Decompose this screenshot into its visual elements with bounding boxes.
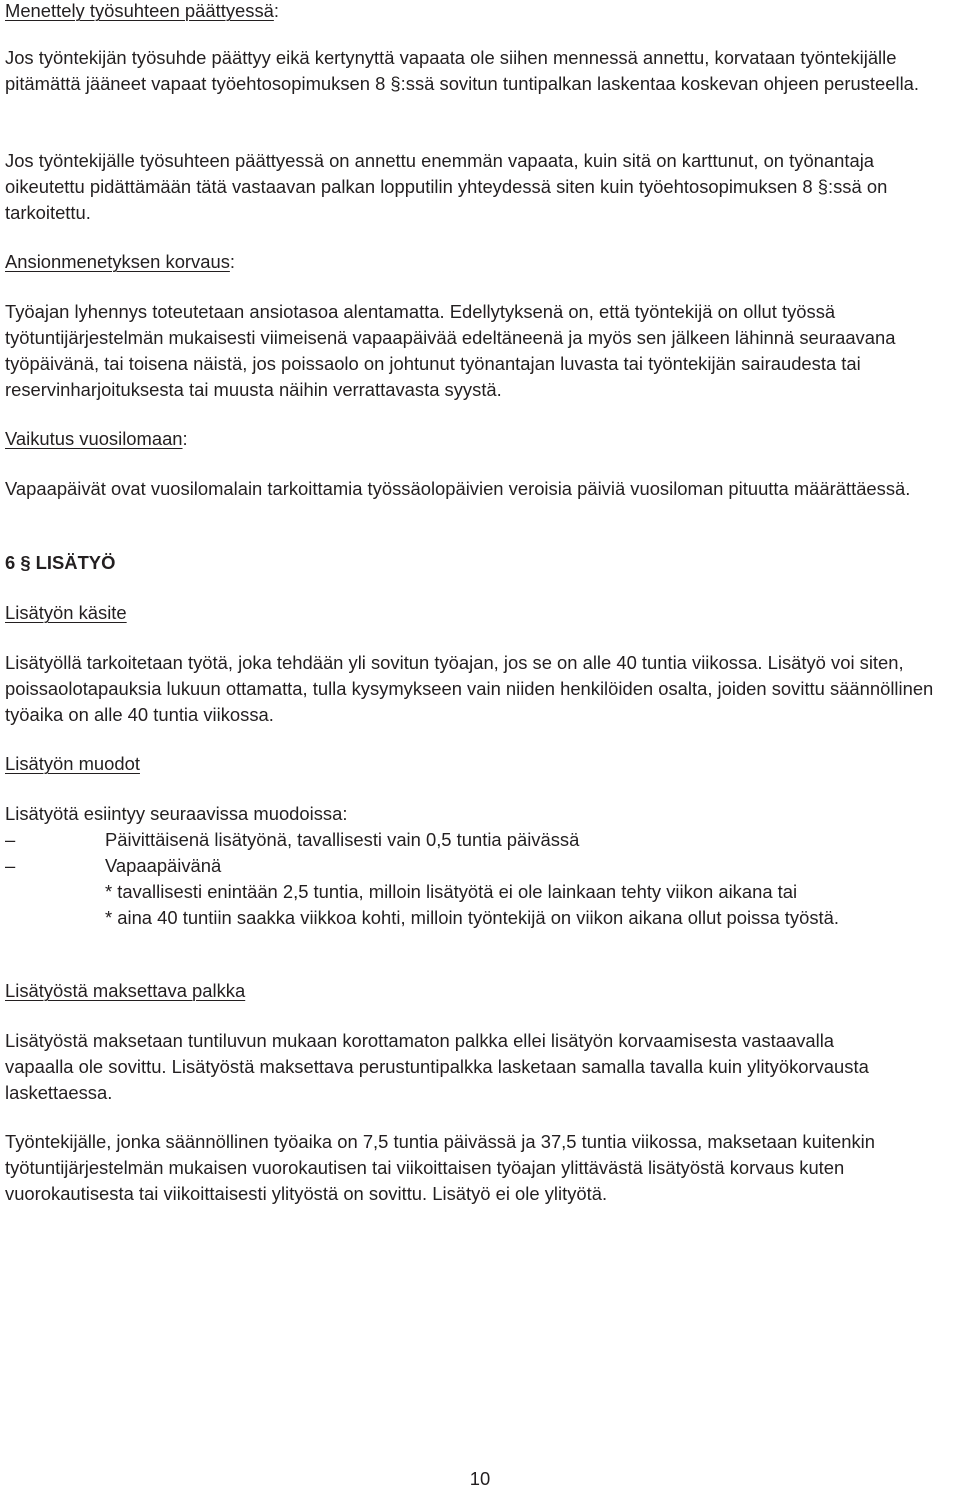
heading-text: Ansionmenetyksen korvaus (5, 251, 230, 272)
paragraph-ansionmenetys-1: Työajan lyhennys toteutetaan ansiotasoa alentamatta. Edellytyksenä on, että työntekijä on ollut työssä työtuntijärjestelmän mukaisesti viimeisenä vapaapäivää edeltäneenä ja myös sen jälkeen lähinnä seuraavana työpäivänä, tai toisena näistä, jos poissaolo on johtunut työnantajan luvasta tai työntekijän sairaudesta tai reservinharjoituksesta tai muusta näihin verrattavasta syystä. (5, 301, 896, 400)
section-heading-kasite: Lisätyön käsite (5, 602, 127, 623)
section-heading-menettely: Menettely työsuhteen päättyessä: (5, 0, 279, 21)
dash-bullet: – (5, 829, 16, 850)
section-heading-vaikutus: Vaikutus vuosilomaan: (5, 428, 188, 449)
paragraph-kasite-1: Lisätyöllä tarkoitetaan työtä, joka tehdään yli sovitun työajan, jos se on alle 40 tuntia viikossa. Lisätyö voi siten, poissaolotapauksia lukuun ottamatta, tulla kysymykseen vain niiden henkilöiden osalta, joiden sovittu säännöllinen työaika on alle 40 tuntia viikossa. (5, 652, 934, 725)
muodot-list (5, 827, 957, 931)
section-heading-muodot: Lisätyön muodot (5, 753, 140, 774)
sub-list-item: * tavallisesti enintään 2,5 tuntia, milloin lisätyötä ei ole lainkaan tehty viikon aikana tai (105, 881, 798, 902)
heading-text: Menettely työsuhteen päättyessä (5, 0, 274, 21)
paragraph-menettely-1: Jos työntekijän työsuhde päättyy eikä kertynyttä vapaata ole siihen mennessä annettu, korvataan työntekijälle pitämättä jääneet vapaat työehtosopimuksen 8 §:ssä sovitun tuntipalkan laskentaa koskevan ohjeen perusteella. (5, 47, 919, 94)
paragraph-palkka-1: Lisätyöstä maksetaan tuntiluvun mukaan korottamaton palkka ellei lisätyön korvaamisesta vastaavalla vapaalla ole sovittu. Lisätyöstä maksettava perustuntipalkka lasketaan samalla tavalla kuin ylityökorvausta laskettaessa. (5, 1030, 869, 1103)
chapter-title: 6 § LISÄTYÖ (5, 552, 116, 573)
section-heading-ansionmenetys: Ansionmenetyksen korvaus: (5, 251, 236, 272)
dash-bullet: – (5, 855, 16, 876)
sub-list-item: * aina 40 tuntiin saakka viikkoa kohti, milloin työntekijä on viikon aikana ollut poissa työstä. (105, 907, 839, 928)
list-item: – Vapaapäivänä (5, 853, 957, 879)
paragraph-vaikutus-1: Vapaapäivät ovat vuosilomalain tarkoittamia työssäolopäivien veroisia päiviä vuosiloman pituutta määrättäessä. (5, 478, 911, 499)
paragraph-menettely-2: Jos työntekijälle työsuhteen päättyessä on annettu enemmän vapaata, kuin sitä on karttunut, on työnantaja oikeutettu pidättämään tätä vastaavan palkan lopputilin yhteydessä siten kuin työehtosopimuksen 8 §:ssä on tarkoitettu. (5, 150, 888, 223)
paragraph-palkka-2: Työntekijälle, jonka säännöllinen työaika on 7,5 tuntia päivässä ja 37,5 tuntia viikossa, maksetaan kuitenkin työtuntijärjestelmän mukaisen vuorokautisen tai viikoittaisen työajan ylittävästä lisätyöstä korvaus kuten vuorokautisesta tai viikoittaisesti ylityöstä on sovittu. Lisätyö ei ole ylityötä. (5, 1131, 875, 1204)
section-heading-palkka: Lisätyöstä maksettava palkka (5, 980, 246, 1001)
page-number: 10 (469, 1468, 491, 1489)
muodot-intro: Lisätyötä esiintyy seuraavissa muodoissa: (5, 803, 348, 824)
list-item: – Päivittäisenä lisätyönä, tavallisesti vain 0,5 tuntia päivässä (5, 827, 957, 853)
heading-text: Vaikutus vuosilomaan (5, 428, 183, 449)
